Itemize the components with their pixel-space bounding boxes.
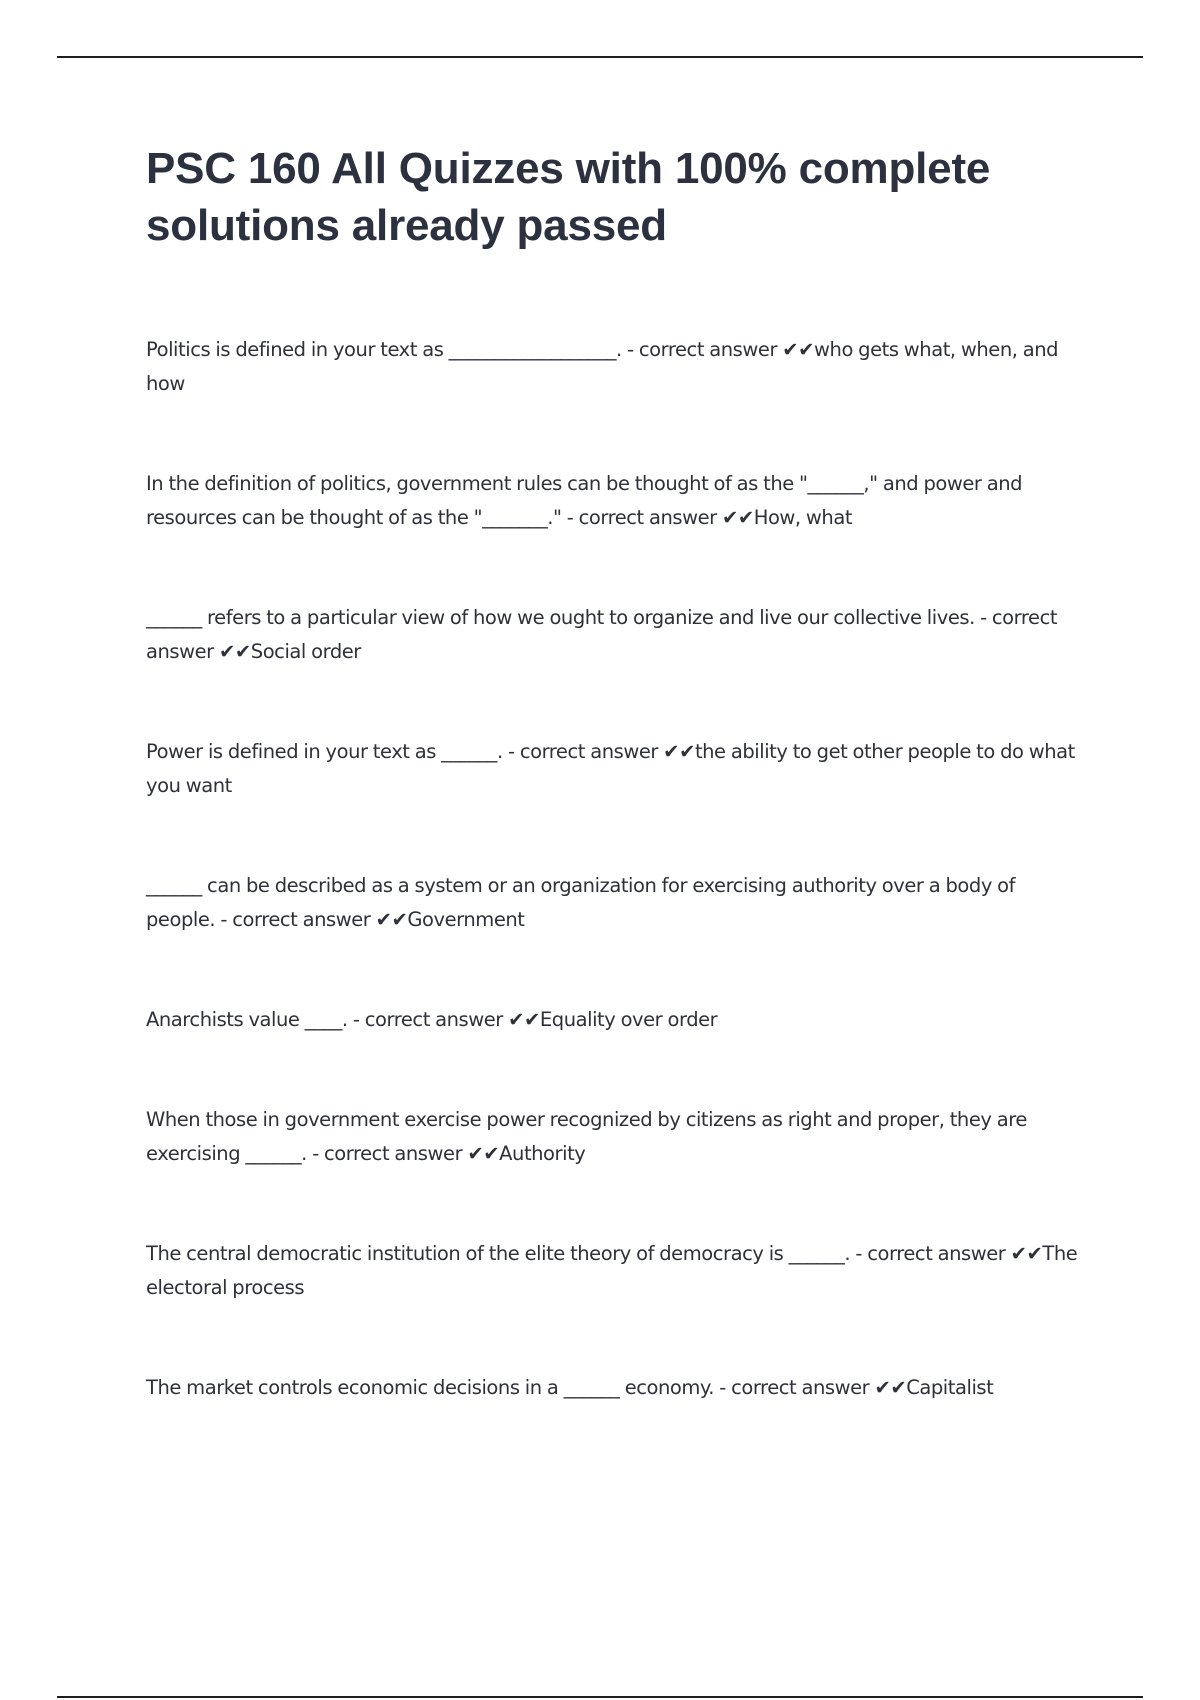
question-text: Power is defined in your text as ______. [146, 740, 503, 763]
question-text: Politics is defined in your text as __________________. [146, 338, 622, 361]
bottom-rule [57, 1696, 1143, 1698]
correct-answer-marker: - correct answer ✔✔ [352, 1008, 540, 1031]
qa-item [146, 735, 1081, 803]
page-title: PSC 160 All Quizzes with 100% complete solutions already passed [146, 144, 991, 250]
qa-item [146, 333, 1081, 401]
qa-item [146, 1237, 1081, 1305]
qa-item [146, 467, 1081, 535]
correct-answer-marker: - correct answer ✔✔ [507, 740, 695, 763]
question-text: Anarchists value ____. [146, 1008, 348, 1031]
qa-item [146, 1371, 1081, 1405]
question-text: The market controls economic decisions in a ______ economy. [146, 1376, 714, 1399]
answer-text: The electoral process [146, 1242, 1078, 1299]
answer-text: How, what [753, 506, 853, 529]
question-text: ______ can be described as a system or an organization for exercising authority over a body of people. [146, 874, 1016, 931]
correct-answer-marker: - correct answer ✔✔ [855, 1242, 1043, 1265]
qa-item [146, 869, 1081, 937]
question-text: ______ refers to a particular view of how we ought to organize and live our collective lives. [146, 606, 975, 629]
answer-text: Social order [250, 640, 361, 663]
qa-item [146, 1103, 1081, 1171]
qa-item [146, 601, 1081, 669]
answer-text: Equality over order [539, 1008, 718, 1031]
qa-item [146, 1003, 1081, 1037]
question-text: When those in government exercise power recognized by citizens as right and proper, they are exercising ______. [146, 1108, 1027, 1165]
answer-text: who gets what, when, and how [146, 338, 1059, 395]
correct-answer-marker: - correct answer ✔✔ [220, 908, 408, 931]
correct-answer-marker: - correct answer ✔✔ [719, 1376, 907, 1399]
question-text: In the definition of politics, government rules can be thought of as the "______," and power and resources can be thought of as the "_______." [146, 472, 1023, 529]
correct-answer-marker: - correct answer ✔✔ [146, 606, 1058, 663]
answer-text: Government [407, 908, 525, 931]
answer-text: Authority [499, 1142, 586, 1165]
document-body [146, 140, 1081, 1405]
correct-answer-marker: - correct answer ✔✔ [566, 506, 754, 529]
question-text: The central democratic institution of the elite theory of democracy is ______. [146, 1242, 851, 1265]
qa-list [146, 333, 1081, 1405]
top-rule [57, 56, 1143, 58]
answer-text: Capitalist [906, 1376, 994, 1399]
answer-text: the ability to get other people to do what you want [146, 740, 1075, 797]
correct-answer-marker: - correct answer ✔✔ [312, 1142, 500, 1165]
correct-answer-marker: - correct answer ✔✔ [627, 338, 815, 361]
